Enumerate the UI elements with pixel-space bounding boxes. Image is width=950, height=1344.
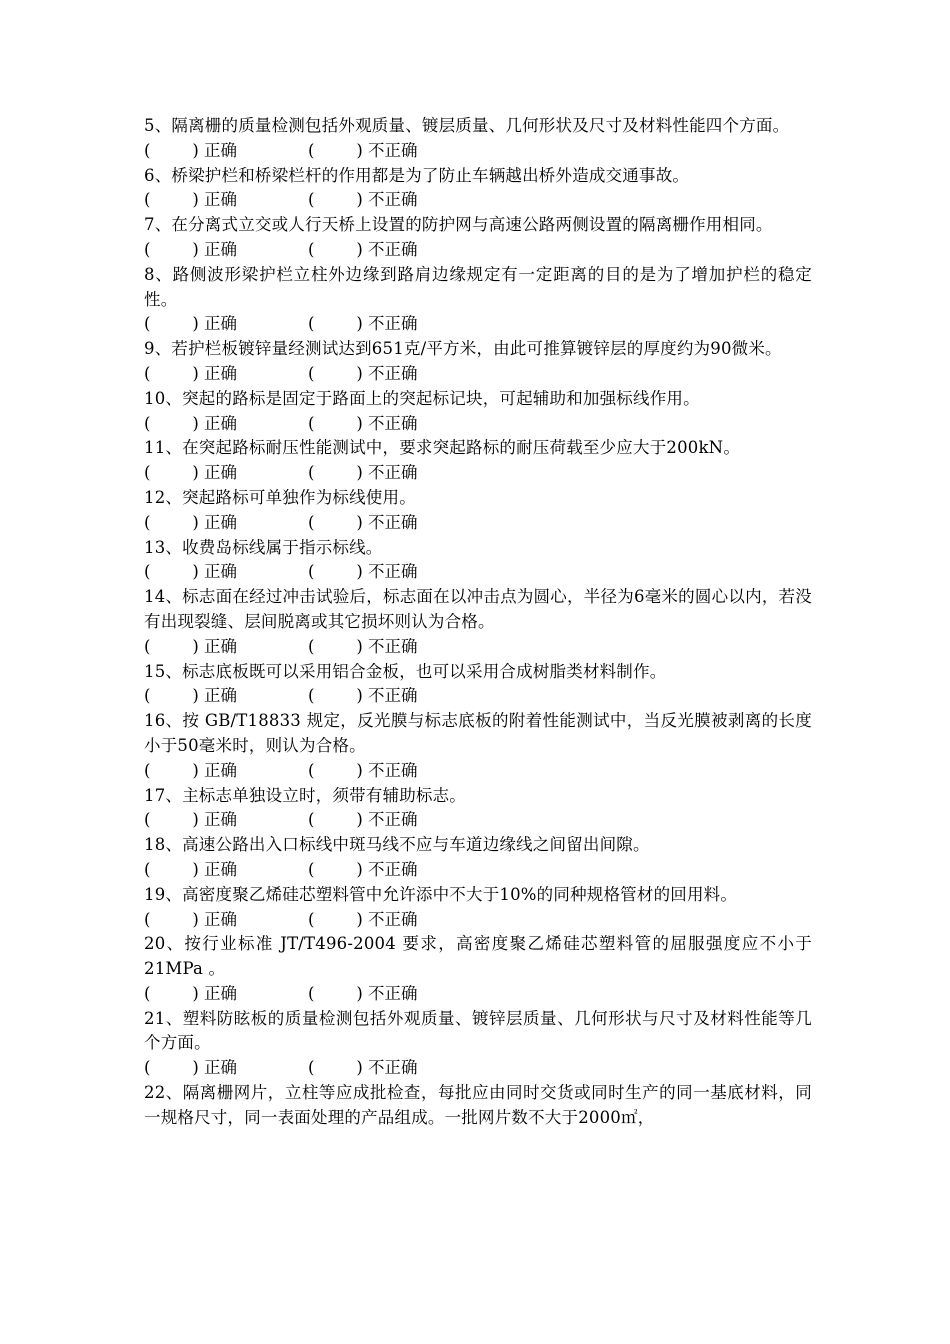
question-12 [144, 486, 812, 536]
answer-options [144, 412, 812, 437]
option-true[interactable]: ( ) 正确 [144, 859, 237, 879]
option-false[interactable]: ( ) 不正确 [308, 190, 418, 210]
question-text: 8、路侧波形梁护栏立柱外边缘到路肩边缘规定有一定距离的目的是为了增加护栏的稳定性。 [144, 264, 812, 309]
option-true[interactable]: ( ) 正确 [144, 140, 237, 160]
option-false[interactable]: ( ) 不正确 [308, 1058, 418, 1078]
answer-options [144, 312, 812, 337]
question-6 [144, 164, 812, 214]
option-false[interactable]: ( ) 不正确 [308, 760, 418, 780]
question-17 [144, 784, 812, 834]
option-false[interactable]: ( ) 不正确 [308, 859, 418, 879]
question-11 [144, 436, 812, 486]
question-text: 21、塑料防眩板的质量检测包括外观质量、镀锌层质量、几何形状与尺寸及材料性能等几个方面。 [144, 1008, 812, 1053]
question-text: 16、按 GB/T18833 规定，反光膜与标志底板的附着性能测试中，当反光膜被剥离的长度小于50毫米时，则认为合格。 [144, 711, 812, 755]
question-9 [144, 337, 812, 387]
option-false[interactable]: ( ) 不正确 [308, 314, 418, 334]
answer-options [144, 635, 812, 660]
option-false[interactable]: ( ) 不正确 [308, 636, 418, 656]
option-false[interactable]: ( ) 不正确 [308, 140, 418, 160]
answer-options [144, 461, 812, 486]
answer-options [144, 684, 812, 709]
question-21 [144, 1007, 812, 1081]
question-text: 12、突起路标可单独作为标线使用。 [144, 487, 416, 507]
option-true[interactable]: ( ) 正确 [144, 190, 237, 210]
option-false[interactable]: ( ) 不正确 [308, 686, 418, 706]
option-false[interactable]: ( ) 不正确 [308, 983, 418, 1003]
option-true[interactable]: ( ) 正确 [144, 463, 237, 483]
answer-options [144, 560, 812, 585]
option-false[interactable]: ( ) 不正确 [308, 562, 418, 582]
option-false[interactable]: ( ) 不正确 [308, 239, 418, 259]
question-8 [144, 263, 812, 337]
answer-options [144, 362, 812, 387]
answer-options [144, 238, 812, 263]
question-text: 13、收费岛标线属于指示标线。 [144, 537, 383, 557]
question-15 [144, 660, 812, 710]
answer-options [144, 1056, 812, 1081]
question-5 [144, 114, 812, 164]
question-16 [144, 709, 812, 783]
question-19 [144, 883, 812, 933]
option-true[interactable]: ( ) 正确 [144, 686, 237, 706]
question-20 [144, 932, 812, 1006]
question-text: 11、在突起路标耐压性能测试中，要求突起路标的耐压荷载至少应大于200kN。 [144, 438, 741, 458]
option-false[interactable]: ( ) 不正确 [308, 463, 418, 483]
question-text: 14、标志面在经过冲击试验后，标志面在以冲击点为圆心，半径为6毫米的圆心以内，若没有出现裂缝、层间脱离或其它损坏则认为合格。 [144, 587, 812, 631]
question-13 [144, 536, 812, 586]
question-text: 9、若护栏板镀锌量经测试达到651克/平方米，由此可推算镀锌层的厚度约为90微米。 [144, 339, 782, 359]
answer-options [144, 982, 812, 1007]
question-text: 15、标志底板既可以采用铝合金板，也可以采用合成树脂类材料制作。 [144, 661, 667, 681]
option-true[interactable]: ( ) 正确 [144, 413, 237, 433]
question-text: 22、隔离栅网片，立柱等应成批检查，每批应由同时交货或同时生产的同一基底材料，同一规格尺寸，同一表面处理的产品组成。一批网片数不大于2000㎡， [144, 1083, 812, 1127]
option-false[interactable]: ( ) 不正确 [308, 363, 418, 383]
question-7 [144, 213, 812, 263]
question-text: 20、按行业标准 JT/T496-2004 要求，高密度聚乙烯硅芯塑料管的屈服强度应不小于21MPa 。 [144, 934, 812, 979]
question-text: 6、桥梁护栏和桥梁栏杆的作用都是为了防止车辆越出桥外造成交通事故。 [144, 165, 690, 185]
option-true[interactable]: ( ) 正确 [144, 909, 237, 929]
document-page [144, 114, 812, 1131]
option-true[interactable]: ( ) 正确 [144, 562, 237, 582]
option-true[interactable]: ( ) 正确 [144, 1058, 237, 1078]
question-text: 18、高速公路出入口标线中斑马线不应与车道边缘线之间留出间隙。 [144, 835, 650, 855]
option-false[interactable]: ( ) 不正确 [308, 512, 418, 532]
option-true[interactable]: ( ) 正确 [144, 363, 237, 383]
answer-options [144, 188, 812, 213]
question-22 [144, 1081, 812, 1131]
answer-options [144, 808, 812, 833]
answer-options [144, 139, 812, 164]
answer-options [144, 759, 812, 784]
option-false[interactable]: ( ) 不正确 [308, 909, 418, 929]
question-text: 5、隔离栅的质量检测包括外观质量、镀层质量、几何形状及尺寸及材料性能四个方面。 [144, 116, 790, 135]
option-true[interactable]: ( ) 正确 [144, 239, 237, 259]
option-false[interactable]: ( ) 不正确 [308, 810, 418, 830]
question-text: 17、主标志单独设立时，须带有辅助标志。 [144, 785, 466, 805]
option-false[interactable]: ( ) 不正确 [308, 413, 418, 433]
answer-options [144, 908, 812, 933]
option-true[interactable]: ( ) 正确 [144, 636, 237, 656]
option-true[interactable]: ( ) 正确 [144, 983, 237, 1003]
option-true[interactable]: ( ) 正确 [144, 760, 237, 780]
question-18 [144, 833, 812, 883]
question-14 [144, 585, 812, 659]
question-text: 7、在分离式立交或人行天桥上设置的防护网与高速公路两侧设置的隔离栅作用相同。 [144, 215, 773, 235]
question-text: 10、突起的路标是固定于路面上的突起标记块，可起辅助和加强标线作用。 [144, 388, 700, 408]
option-true[interactable]: ( ) 正确 [144, 314, 237, 334]
question-10 [144, 387, 812, 437]
question-text: 19、高密度聚乙烯硅芯塑料管中允许添中不大于10%的同种规格管材的回用料。 [144, 884, 738, 904]
answer-options [144, 511, 812, 536]
option-true[interactable]: ( ) 正确 [144, 810, 237, 830]
answer-options [144, 858, 812, 883]
option-true[interactable]: ( ) 正确 [144, 512, 237, 532]
